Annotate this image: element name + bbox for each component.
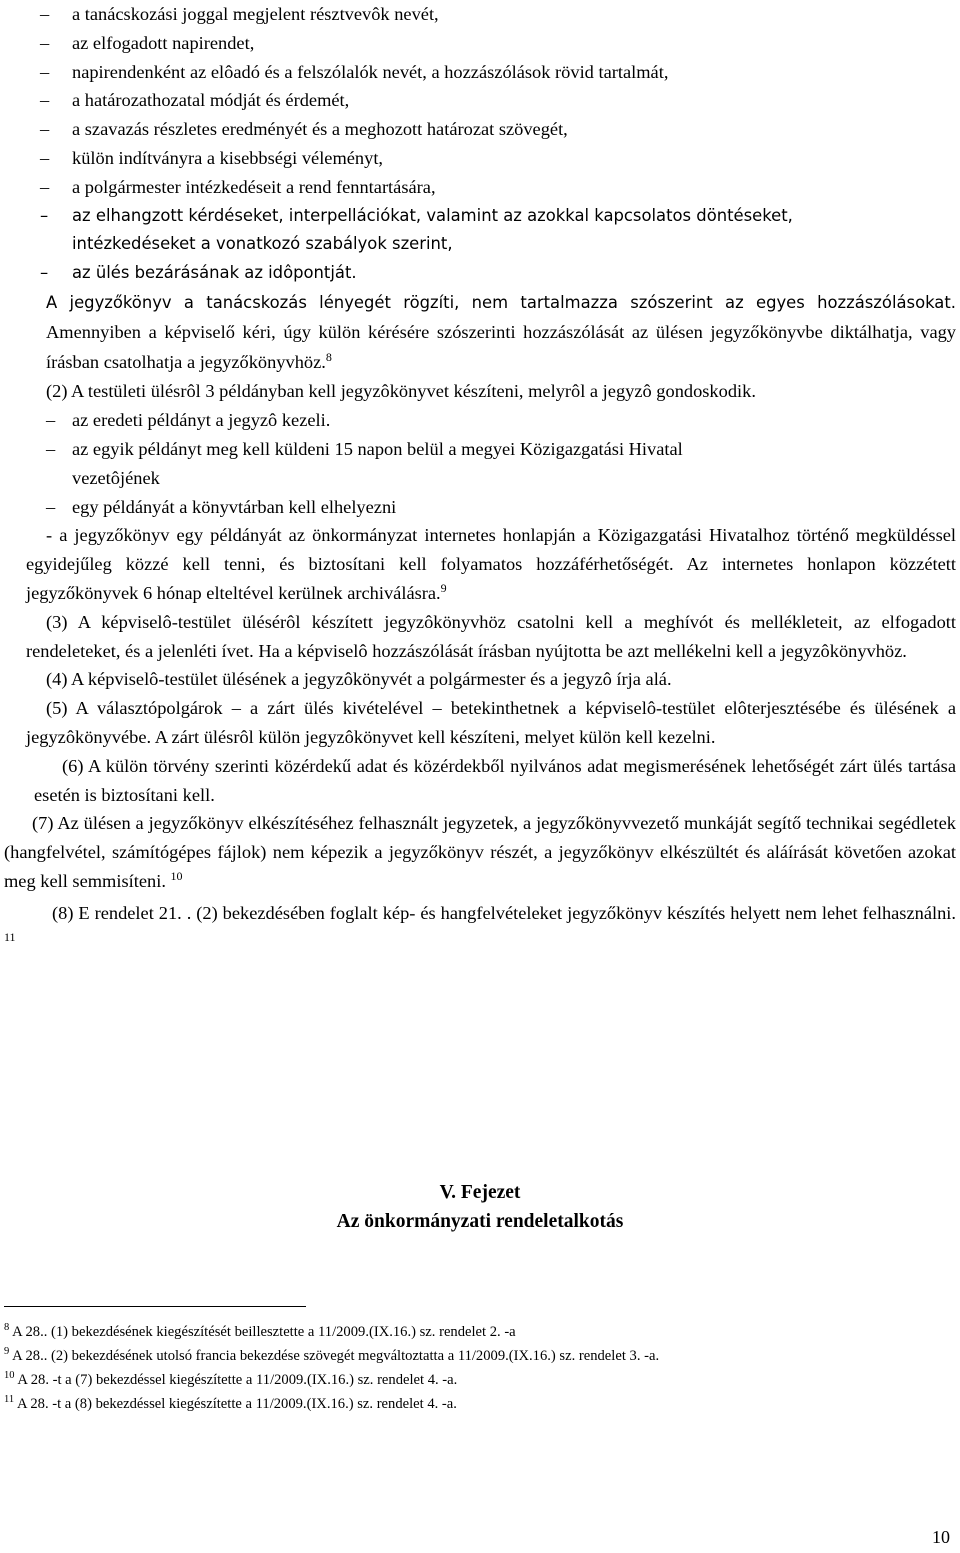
footnote-ref[interactable]: 10 [170,868,183,883]
list-item: – külön indítványra a kisebbségi véleményt, [40,147,384,168]
page-number: 10 [932,1527,950,1547]
footnote-item: $^9$ A 28.. (2) bekezdésének utolsó francia bekezdése szövegét megváltoztatta a 11/2009.(IX.16.) sz. rendelet 3. -a. [4,1346,660,1364]
paragraph-jegyzokonyv: A jegyzőkönyv a tanácskozás lényegét rögzíti, nem tartalmazza szószerint az egyes hozzászólásokat. Amennyiben a képviselő kéri, úgy külön kérésére szószerinti hozzászólását az ülésen jegyzőkönyvbe diktálhatja, vagy írásban csatolhatja a jegyzőkönyvhöz.$^8$ [46,292,956,372]
list-item: – egy példányát a könyvtárban kell elhelyezni [46,496,397,517]
footnote-ref[interactable]: 8 [325,349,332,364]
footnote-item: $^{11}$ A 28. -t a (8) bekezdéssel kiegészítette a 11/2009.(IX.16.) sz. rendelet 4. -a. [4,1394,457,1412]
paragraph-4: (4) A képviselô-testület ülésének a jegyzôkönyvét a polgármester és a jegyzô írja alá. [46,669,672,690]
chapter-number: V. Fejezet [439,1182,521,1203]
footnote-separator [4,1306,306,1307]
list-item: – a tanácskozási joggal megjelent résztvevôk nevét, [40,4,439,24]
list-item: – az elfogadott napirendet, [40,32,255,53]
footnote-ref[interactable]: 11 [4,929,16,944]
paragraph-5: (5) A választópolgárok – a zárt ülés kivételével – betekinthetnek a képviselô-testület elôterjesztésébe és ülésének a jegyzôkönyvébe. A zárt ülésrôl külön jegyzôkönyvet kell készíteni, melyet külön kell kezelni. [26,698,956,747]
paragraph-internet: - a jegyzőkönyv egy példányát az önkormányzat internetes honlapján a Közigazgatási Hivatalhoz történő megküldéssel egyidejűleg közzé kell tenni, és biztosítani kell folyamatos hozzáférhetőségét. Az internetes honlapon közzétett jegyzőkönyvek 6 hónap elteltével kerülnek archiválásra.$^9$ [26,525,956,603]
list-item: – napirendenként az elôadó és a felszólalók nevét, a hozzászólások rövid tartalmát, [40,61,669,82]
list-item: – az egyik példányt meg kell küldeni 15 napon belül a megyei Közigazgatási Hivatal vezetôjének [46,438,683,488]
chapter-title: Az önkormányzati rendeletalkotás [336,1211,624,1232]
sans-section [26,202,956,378]
list-item: – az eredeti példányt a jegyzô kezeli. [46,410,331,431]
list-item: – a szavazás részletes eredményét és a meghozott határozat szövegét, [40,119,568,140]
body-text [4,0,956,956]
paragraph-3: (3) A képviselô-testület ülésérôl készített jegyzôkönyvhöz csatolni kell a meghívót és mellékleteit, az elfogadott rendeleteket, és a jelenléti ívet. Ha a képviselô hozzászólását írásban nyújtotta be azt mellékelni kell a jegyzôkönyvhöz. [26,611,956,661]
list-item: – a polgármester intézkedéseit a rend fenntartására, [40,176,436,197]
paragraph-8: (8) E rendelet 21. . (2) bekezdésében foglalt kép- és hangfelvételeket jegyzőkönyv készítés helyett nem lehet felhasználni. $^{11}$ [4,902,956,944]
footnote-item: $^{10}$ A 28. -t a (7) bekezdéssel kiegészítette a 11/2009.(IX.16.) sz. rendelet 4. -a. [4,1370,458,1388]
footnote-item: $^8$ A 28.. (1) bekezdésének kiegészítését beillesztette a 11/2009.(IX.16.) sz. rendelet 2. -a [4,1322,516,1340]
footnote-ref[interactable]: 9 [440,580,447,595]
paragraph-6: (6) A külön törvény szerinti közérdekű adat és közérdekből nyilvános adat megismerésének lehetőségét zárt ülés tartása esetén is biztosítani kell. [34,755,956,805]
paragraph-7: (7) Az ülésen a jegyzőkönyv elkészítéséhez felhasznált jegyzetek, a jegyzőkönyvvezető munkáját segítő technikai segédletek (hangfelvétel, számítógépes fájlok) nem képezik a jegyzőkönyv részét, a jegyzőkönyv elkészültét és aláírását követően azokat meg kell semmisíteni. $^{10}$ [4,813,956,891]
footnotes [4,1320,956,1416]
list-item: – az elhangzott kérdéseket, interpellációkat, valamint az azokkal kapcsolatos döntéseket, intézkedéseket a vonatkozó szabályok szerint, [40,205,793,254]
list-item: – az ülés bezárásának az idôpontját. [40,263,357,283]
paragraph-2: (2) A testületi ülésrôl 3 példányban kell jegyzôkönyvet készíteni, melyrôl a jegyzô gondoskodik. [46,381,756,402]
list-item: – a határozathozatal módját és érdemét, [40,90,350,111]
